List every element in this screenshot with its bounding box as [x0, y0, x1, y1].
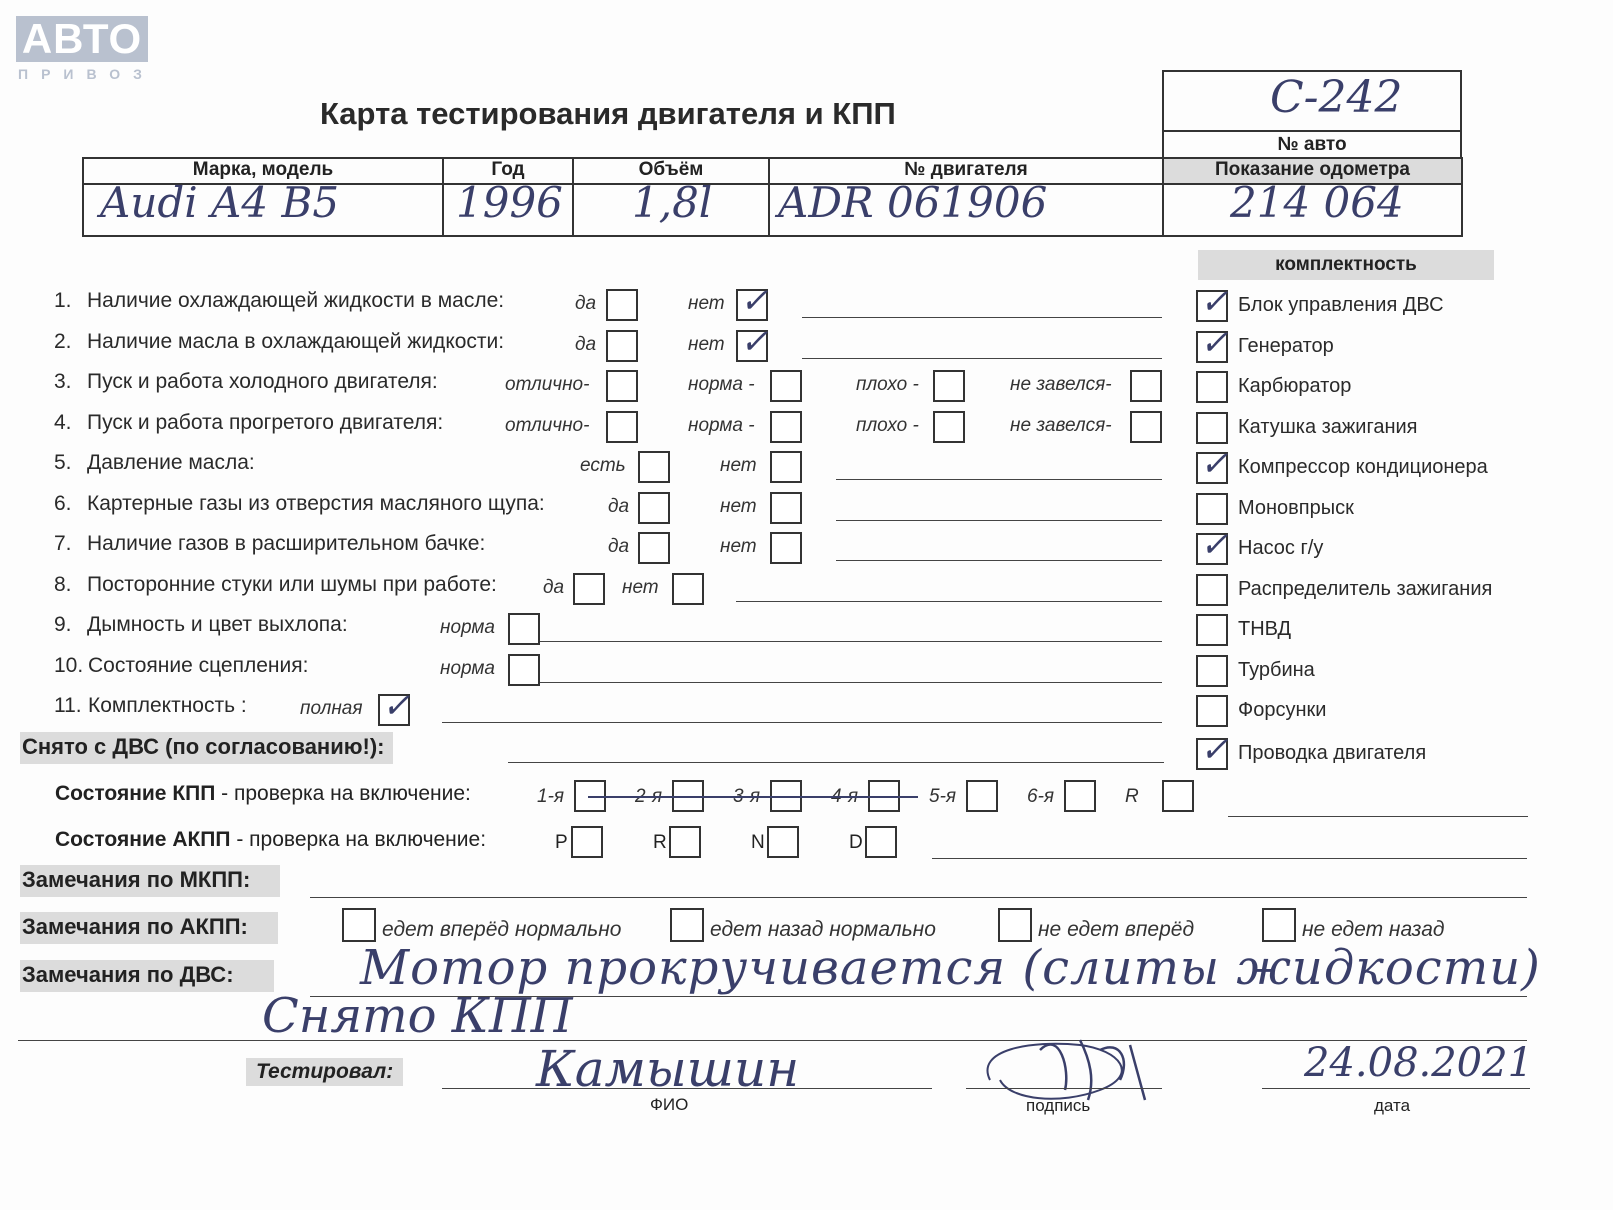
checkbox[interactable]: [638, 451, 670, 483]
checkbox[interactable]: [573, 573, 605, 605]
option-label: плохо -: [856, 414, 919, 436]
make-label: Марка, модель: [192, 159, 334, 180]
checkbox[interactable]: [508, 613, 540, 645]
tested-label: Тестировал:: [246, 1058, 403, 1086]
akpp-remark-label: едет вперёд нормально: [382, 918, 622, 941]
akpp-gear-checkbox[interactable]: [865, 826, 897, 858]
question-number: 6.: [54, 491, 72, 515]
question-number: 1.: [54, 289, 72, 312]
question-text: Дымность и цвет выхлопа:: [87, 613, 348, 636]
question-number: 5.: [54, 451, 72, 474]
remarks-dvs-line2: Снято КПП: [262, 988, 573, 1044]
checkbox[interactable]: [933, 411, 965, 443]
question-text: Наличие масла в охлаждающей жидкости:: [87, 329, 505, 353]
check-mark-icon: ✓: [1200, 729, 1229, 770]
kit-item-label: Карбюратор: [1238, 375, 1352, 397]
akpp-remark-label: не едет вперёд: [1038, 918, 1195, 941]
logo: АВТО: [16, 16, 148, 62]
checkbox[interactable]: [770, 492, 802, 524]
option-label: не завелся-: [1010, 414, 1112, 436]
akpp-gear-checkbox[interactable]: [767, 826, 799, 858]
fio-label: ФИО: [650, 1095, 689, 1114]
check-mark-icon: ✓: [1200, 444, 1229, 484]
checkbox[interactable]: [736, 321, 769, 362]
check-mark-icon: ✓: [1200, 322, 1229, 363]
option-label: норма: [440, 617, 495, 638]
checkbox[interactable]: [770, 411, 802, 443]
option-label: нет: [720, 536, 757, 557]
date-label: дата: [1374, 1096, 1411, 1115]
year-label: Год: [491, 159, 525, 180]
question-text: Посторонние стуки или шумы при работе:: [87, 572, 497, 596]
remarks-dvs-line1: Мотор прокручивается (слиты жидкости): [360, 940, 1541, 996]
question-number: 3.: [54, 370, 72, 393]
option-label: нет: [720, 455, 757, 476]
check-mark-icon: ✓: [740, 281, 769, 321]
akpp-gear-checkbox[interactable]: [571, 826, 603, 858]
removed-label: Снято с ДВС (по согласованию!):: [20, 732, 393, 764]
kit-checkbox[interactable]: [1196, 655, 1228, 687]
option-label: полная: [300, 698, 363, 719]
akpp-remark-checkbox[interactable]: [670, 908, 704, 942]
option-label: норма: [440, 657, 495, 679]
kit-checkbox[interactable]: [1196, 371, 1228, 403]
question-text: Пуск и работа прогретого двигателя:: [87, 410, 444, 434]
kit-item-label: Насос г/у: [1238, 537, 1324, 559]
kpp-gear-label: 4-я: [831, 786, 859, 807]
engine-value: ADR 061906: [778, 178, 1048, 227]
option-label: да: [575, 293, 597, 314]
checkbox[interactable]: [638, 532, 670, 564]
tester-name: Камышин: [536, 1040, 800, 1098]
checkbox[interactable]: [638, 492, 670, 524]
remarks-akpp-label: Замечания по АКПП:: [20, 912, 278, 944]
kit-checkbox[interactable]: [1196, 322, 1229, 363]
option-label: да: [543, 576, 565, 598]
volume-value: 1,8l: [632, 178, 713, 227]
question-number: 9.: [54, 613, 72, 636]
kpp-gear-checkbox[interactable]: [1064, 780, 1096, 812]
option-label: не завелся-: [1010, 374, 1112, 395]
checkbox[interactable]: [933, 370, 965, 402]
checkbox[interactable]: [770, 451, 802, 483]
akpp-gear-label: R: [653, 832, 667, 853]
question-number: 8.: [54, 572, 72, 596]
kit-item-label: Блок управления ДВС: [1238, 294, 1444, 316]
option-label: да: [608, 536, 630, 557]
option-label: да: [608, 495, 630, 517]
check-mark-icon: ✓: [740, 321, 769, 362]
kit-checkbox[interactable]: [1196, 695, 1228, 727]
kit-title: комплектность: [1198, 250, 1494, 280]
kpp-gear-label: 1-я: [537, 786, 565, 807]
kit-item-label: Моновпрыск: [1238, 496, 1354, 519]
engine-label: № двигателя: [904, 159, 1028, 180]
check-mark-icon: ✓: [1200, 282, 1229, 322]
question-text: Наличие охлаждающей жидкости в масле:: [87, 289, 505, 312]
kpp-gear-label: 5-я: [929, 786, 957, 807]
kit-item-label: Проводка двигателя: [1238, 741, 1427, 764]
kit-item-label: Турбина: [1238, 658, 1315, 681]
kit-item-label: Катушка зажигания: [1238, 415, 1418, 438]
option-label: есть: [580, 455, 626, 476]
test-date: 24.08.2021: [1304, 1040, 1534, 1086]
kit-checkbox[interactable]: [1196, 282, 1229, 322]
kpp-label: Состояние КПП - проверка на включение:: [55, 782, 471, 805]
option-label: нет: [688, 333, 725, 355]
question-text: Состояние сцепления:: [88, 653, 309, 677]
question-number: 11.: [54, 694, 82, 717]
checkbox[interactable]: [736, 281, 769, 321]
kit-checkbox[interactable]: [1196, 729, 1229, 770]
kit-checkbox[interactable]: [1196, 412, 1228, 444]
signature-label: подпись: [1026, 1096, 1091, 1115]
checkbox[interactable]: [508, 654, 540, 686]
question-text: Пуск и работа холодного двигателя:: [87, 370, 438, 393]
checkbox[interactable]: [606, 330, 638, 362]
checkbox[interactable]: [770, 370, 802, 402]
kit-item-label: Компрессор кондиционера: [1238, 456, 1488, 478]
question-number: 10.: [54, 653, 84, 677]
question-text: Картерные газы из отверстия масляного щупа:: [87, 491, 545, 515]
kit-item-label: Форсунки: [1238, 699, 1327, 721]
checkbox[interactable]: [606, 370, 638, 402]
check-mark-icon: ✓: [382, 686, 411, 726]
odometer-label: Показание одометра: [1215, 159, 1410, 180]
page-title: Карта тестирования двигателя и КПП: [320, 96, 896, 131]
kit-item-label: Генератор: [1238, 334, 1334, 357]
remarks-mkpp-label: Замечания по МКПП:: [20, 865, 280, 897]
kpp-gear-label: 3-я: [733, 786, 761, 807]
kit-item-label: Распределитель зажигания: [1238, 577, 1493, 600]
option-label: нет: [622, 576, 659, 598]
option-label: отлично-: [505, 374, 590, 395]
remarks-dvs-label: Замечания по ДВС:: [20, 960, 274, 992]
akpp-remark-checkbox[interactable]: [342, 908, 376, 942]
akpp-remark-label: едет назад нормально: [710, 918, 936, 941]
option-label: нет: [720, 495, 757, 517]
kit-checkbox[interactable]: [1196, 493, 1228, 525]
kit-checkbox[interactable]: [1196, 444, 1229, 484]
kit-checkbox[interactable]: [1196, 614, 1228, 646]
option-label: отлично-: [505, 414, 590, 436]
checkbox[interactable]: [606, 411, 638, 443]
question-text: Давление масла:: [87, 451, 255, 474]
akpp-remark-label: не едет назад: [1302, 918, 1445, 941]
kit-checkbox[interactable]: [1196, 525, 1229, 565]
option-label: да: [575, 333, 597, 355]
akpp-gear-checkbox[interactable]: [669, 826, 701, 858]
option-label: плохо -: [856, 374, 919, 395]
question-text: Комплектность :: [88, 694, 247, 717]
question-text: Наличие газов в расширительном бачке:: [87, 532, 486, 555]
akpp-gear-label: P: [555, 832, 568, 853]
kpp-gear-checkbox[interactable]: [966, 780, 998, 812]
car-number-value: С-242: [1270, 72, 1403, 123]
kit-item-label: ТНВД: [1238, 618, 1292, 640]
checkbox[interactable]: [1130, 411, 1162, 443]
volume-label: Объём: [638, 159, 704, 180]
kpp-gear-label: 2-я: [635, 786, 663, 807]
checkbox[interactable]: [378, 686, 411, 726]
check-mark-icon: ✓: [1200, 525, 1229, 565]
option-label: нет: [688, 293, 725, 314]
option-label: норма -: [688, 374, 755, 395]
question-number: 2.: [54, 329, 72, 353]
question-number: 7.: [54, 532, 72, 555]
option-label: норма -: [688, 414, 755, 436]
kit-checkbox[interactable]: [1196, 574, 1228, 606]
akpp-label: Состояние АКПП - проверка на включение:: [55, 828, 487, 851]
akpp-gear-label: D: [849, 832, 863, 853]
car-number-label: № авто: [1277, 134, 1347, 155]
question-number: 4.: [54, 410, 72, 434]
akpp-remark-checkbox[interactable]: [1262, 908, 1296, 942]
akpp-remark-checkbox[interactable]: [998, 908, 1032, 942]
kpp-gear-checkbox[interactable]: [1162, 780, 1194, 812]
checkbox[interactable]: [672, 573, 704, 605]
make-value: Audi A4 B5: [100, 178, 340, 227]
checkbox[interactable]: [770, 532, 802, 564]
kpp-gear-label: R: [1125, 786, 1139, 807]
logo-subtitle: ПРИВОЗ: [18, 66, 155, 82]
akpp-gear-label: N: [751, 832, 765, 853]
odometer-value: 214 064: [1230, 178, 1404, 227]
year-value: 1996: [456, 178, 563, 227]
checkbox[interactable]: [606, 289, 638, 321]
kpp-gear-label: 6-я: [1027, 786, 1055, 807]
checkbox[interactable]: [1130, 370, 1162, 402]
